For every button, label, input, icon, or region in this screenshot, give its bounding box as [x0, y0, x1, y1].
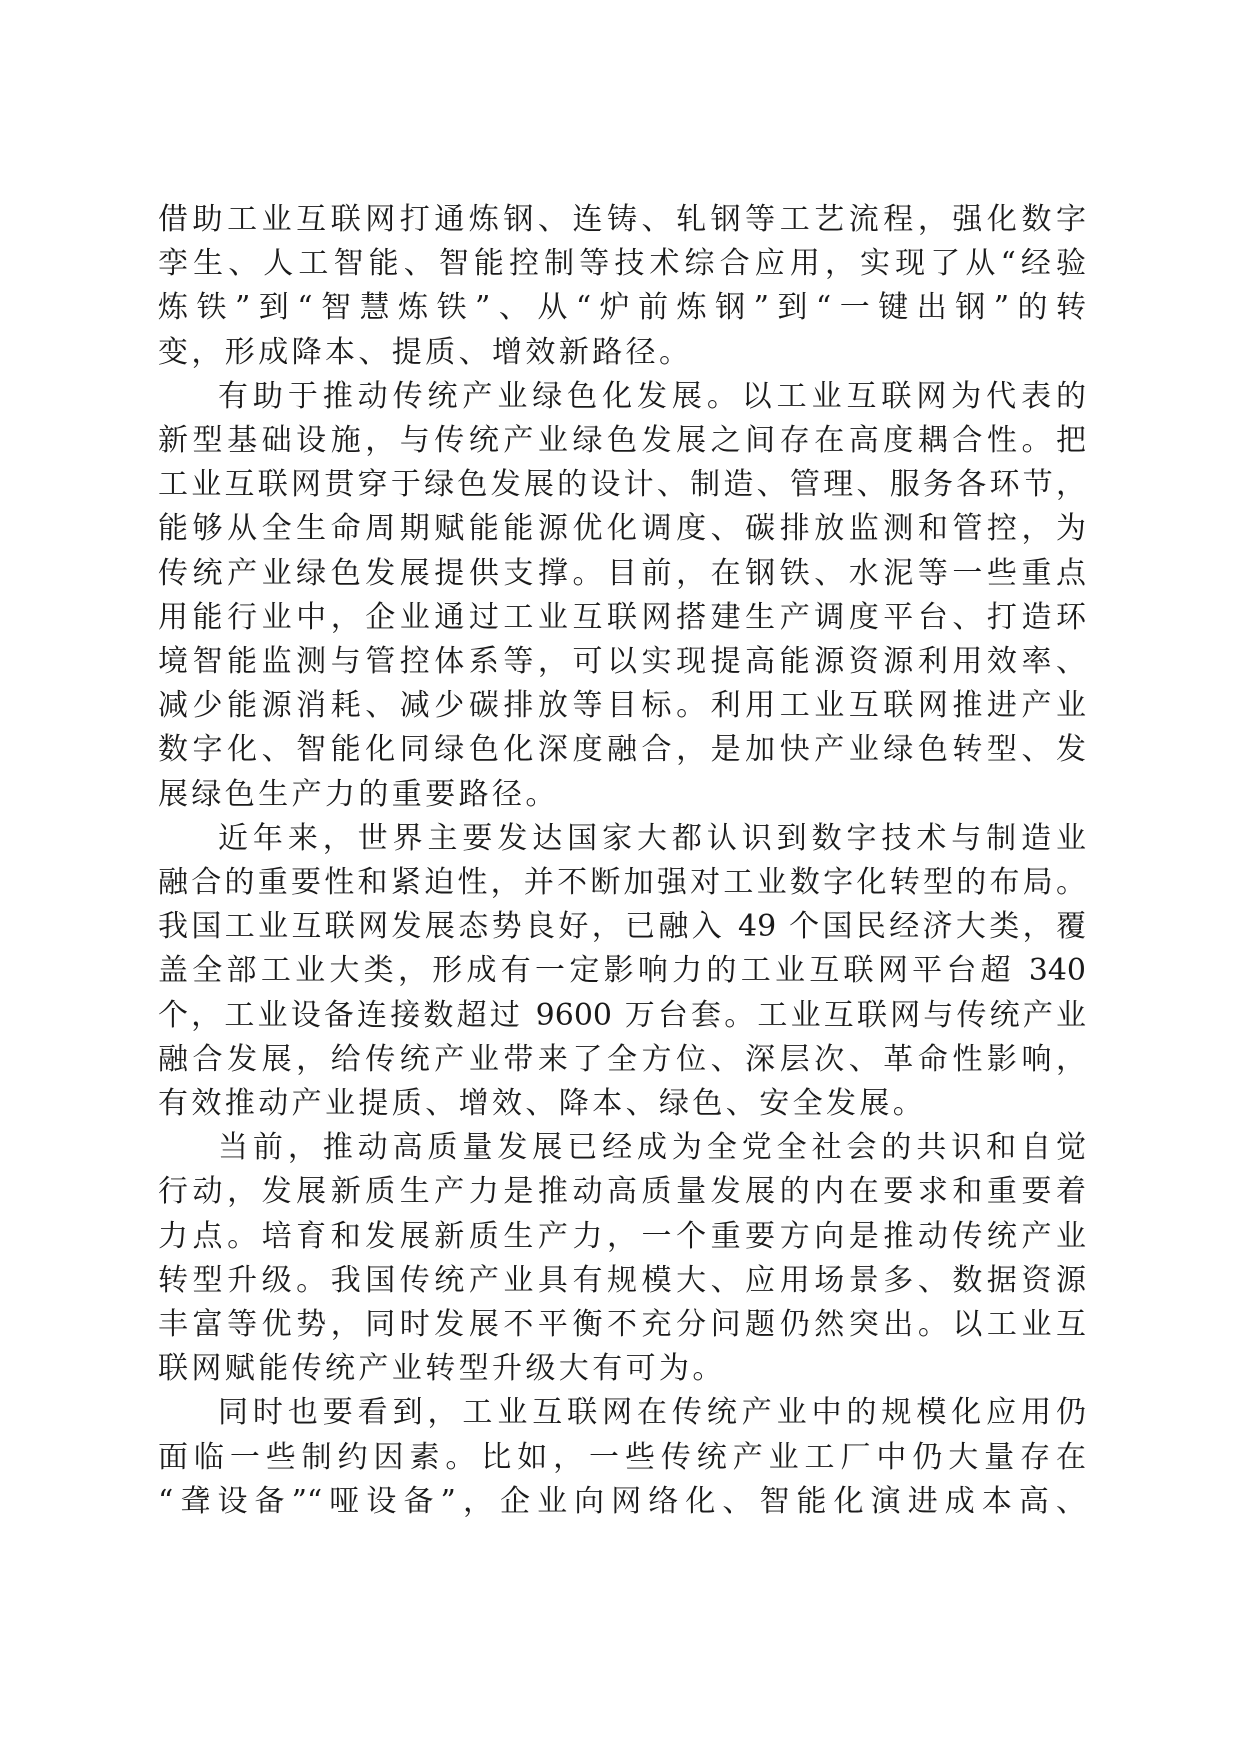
text-line: 变，形成降本、提质、增效新路径。 [158, 334, 693, 370]
text-line: 当前，推动高质量发展已经成为全党全社会的共识和自觉 [218, 1130, 1086, 1166]
text-line: 面临一些制约因素。比如，一些传统产业工厂中仍大量存在 [158, 1439, 1086, 1475]
text-line: 新型基础设施，与传统产业绿色发展之间存在高度耦合性。把 [158, 423, 1086, 459]
text-line: 近年来，世界主要发达国家大都认识到数字技术与制造业 [218, 820, 1086, 856]
text-line: 融合的重要性和紧迫性，并不断加强对工业数字化转型的布局。 [158, 865, 1086, 901]
text-line: 融合发展，给传统产业带来了全方位、深层次、革命性影响， [158, 1041, 1086, 1077]
text-line: 用能行业中，企业通过工业互联网搭建生产调度平台、打造环 [158, 599, 1086, 635]
text-line: 联网赋能传统产业转型升级大有可为。 [158, 1351, 726, 1387]
text-line: 力点。培育和发展新质生产力，一个重要方向是推动传统产业 [158, 1218, 1086, 1254]
text-line: 境智能监测与管控体系等，可以实现提高能源资源利用效率、 [158, 644, 1086, 680]
text-line: 同时也要看到，工业互联网在传统产业中的规模化应用仍 [218, 1395, 1086, 1431]
paragraph-2 [158, 375, 1086, 817]
text-line: “聋设备”“哑设备”，企业向网络化、智能化演进成本高、 [158, 1483, 1086, 1519]
paragraph-4 [158, 1126, 1086, 1391]
paragraph-1 [158, 198, 1086, 375]
text-line: 丰富等优势，同时发展不平衡不充分问题仍然突出。以工业互 [158, 1307, 1086, 1343]
text-line: 炼铁”到“智慧炼铁”、从“炉前炼钢”到“一键出钢”的转 [158, 290, 1086, 326]
text-line: 传统产业绿色发展提供支撑。目前，在钢铁、水泥等一些重点 [158, 555, 1086, 591]
text-line: 行动，发展新质生产力是推动高质量发展的内在要求和重要着 [158, 1174, 1086, 1210]
text-line: 工业互联网贯穿于绿色发展的设计、制造、管理、服务各环节， [158, 467, 1086, 503]
paragraph-3 [158, 817, 1086, 1126]
text-line: 有效推动产业提质、增效、降本、绿色、安全发展。 [158, 1086, 927, 1122]
text-line: 转型升级。我国传统产业具有规模大、应用场景多、数据资源 [158, 1262, 1086, 1298]
text-line: 数字化、智能化同绿色化深度融合，是加快产业绿色转型、发 [158, 732, 1086, 768]
text-line: 孪生、人工智能、智能控制等技术综合应用，实现了从“经验 [158, 246, 1086, 282]
text-line: 有助于推动传统产业绿色化发展。以工业互联网为代表的 [218, 378, 1086, 414]
text-line: 展绿色生产力的重要路径。 [158, 776, 559, 812]
document-body [158, 198, 1086, 1524]
text-line: 能够从全生命周期赋能能源优化调度、碳排放监测和管控，为 [158, 511, 1086, 547]
text-line: 盖全部工业大类，形成有一定影响力的工业互联网平台超 340 [158, 953, 1086, 989]
text-line: 减少能源消耗、减少碳排放等目标。利用工业互联网推进产业 [158, 688, 1086, 724]
paragraph-5 [158, 1391, 1086, 1524]
text-line: 借助工业互联网打通炼钢、连铸、轧钢等工艺流程，强化数字 [158, 202, 1086, 237]
text-line: 个，工业设备连接数超过 9600 万台套。工业互联网与传统产业 [158, 997, 1086, 1033]
text-line: 我国工业互联网发展态势良好，已融入 49 个国民经济大类，覆 [158, 909, 1086, 945]
